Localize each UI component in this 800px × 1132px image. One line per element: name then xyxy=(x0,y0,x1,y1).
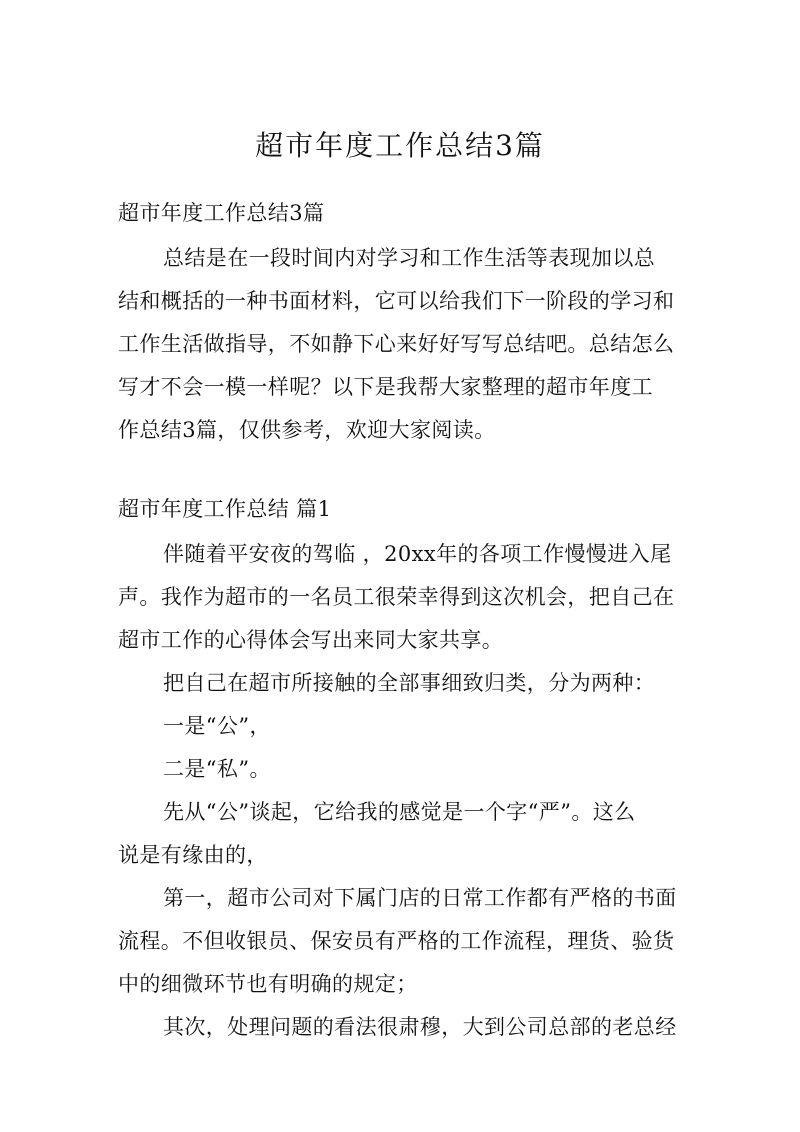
section-heading-1: 超市年度工作总结 篇1 xyxy=(118,497,332,521)
intro-line-2: 结和概括的一种书面材料，它可以给我们下一阶段的学习和 xyxy=(118,289,675,313)
intro-line-1: 总结是在一段时间内对学习和工作生活等表现加以总 xyxy=(163,246,656,270)
body-line-7: 先从“公”谈起，它给我的感觉是一个字“严”。这么 xyxy=(163,800,636,824)
body-line-6: 二是“私”。 xyxy=(163,757,271,781)
subtitle-line: 超市年度工作总结3篇 xyxy=(118,201,325,225)
body-line-3: 超市工作的心得体会写出来同大家共享。 xyxy=(118,628,504,652)
body-line-8: 说是有缘由的， xyxy=(118,843,268,867)
body-line-1: 伴随着平安夜的驾临 ，20xx年的各项工作慢慢进入尾 xyxy=(163,542,672,566)
body-line-9: 第一，超市公司对下属门店的日常工作都有严格的书面 xyxy=(163,886,677,910)
body-line-5: 一是“公”， xyxy=(163,714,271,738)
body-line-12: 其次，处理问题的看法很肃穆，大到公司总部的老总经 xyxy=(163,1015,677,1039)
body-line-4: 把自己在超市所接触的全部事细致归类，分为两种： xyxy=(163,671,656,695)
document-title: 超市年度工作总结3篇 xyxy=(255,129,545,162)
body-line-10: 流程。不但收银员、保安员有严格的工作流程，理货、验货 xyxy=(118,929,675,953)
body-line-2: 声。我作为超市的一名员工很荣幸得到这次机会，把自己在 xyxy=(118,585,675,609)
intro-line-3: 工作生活做指导，不如静下心来好好写写总结吧。总结怎么 xyxy=(118,332,675,356)
intro-line-4: 写才不会一模一样呢？以下是我帮大家整理的超市年度工 xyxy=(118,375,653,399)
body-line-11: 中的细微环节也有明确的规定； xyxy=(118,972,418,996)
intro-line-5: 作总结3篇，仅供参考，欢迎大家阅读。 xyxy=(118,418,496,442)
